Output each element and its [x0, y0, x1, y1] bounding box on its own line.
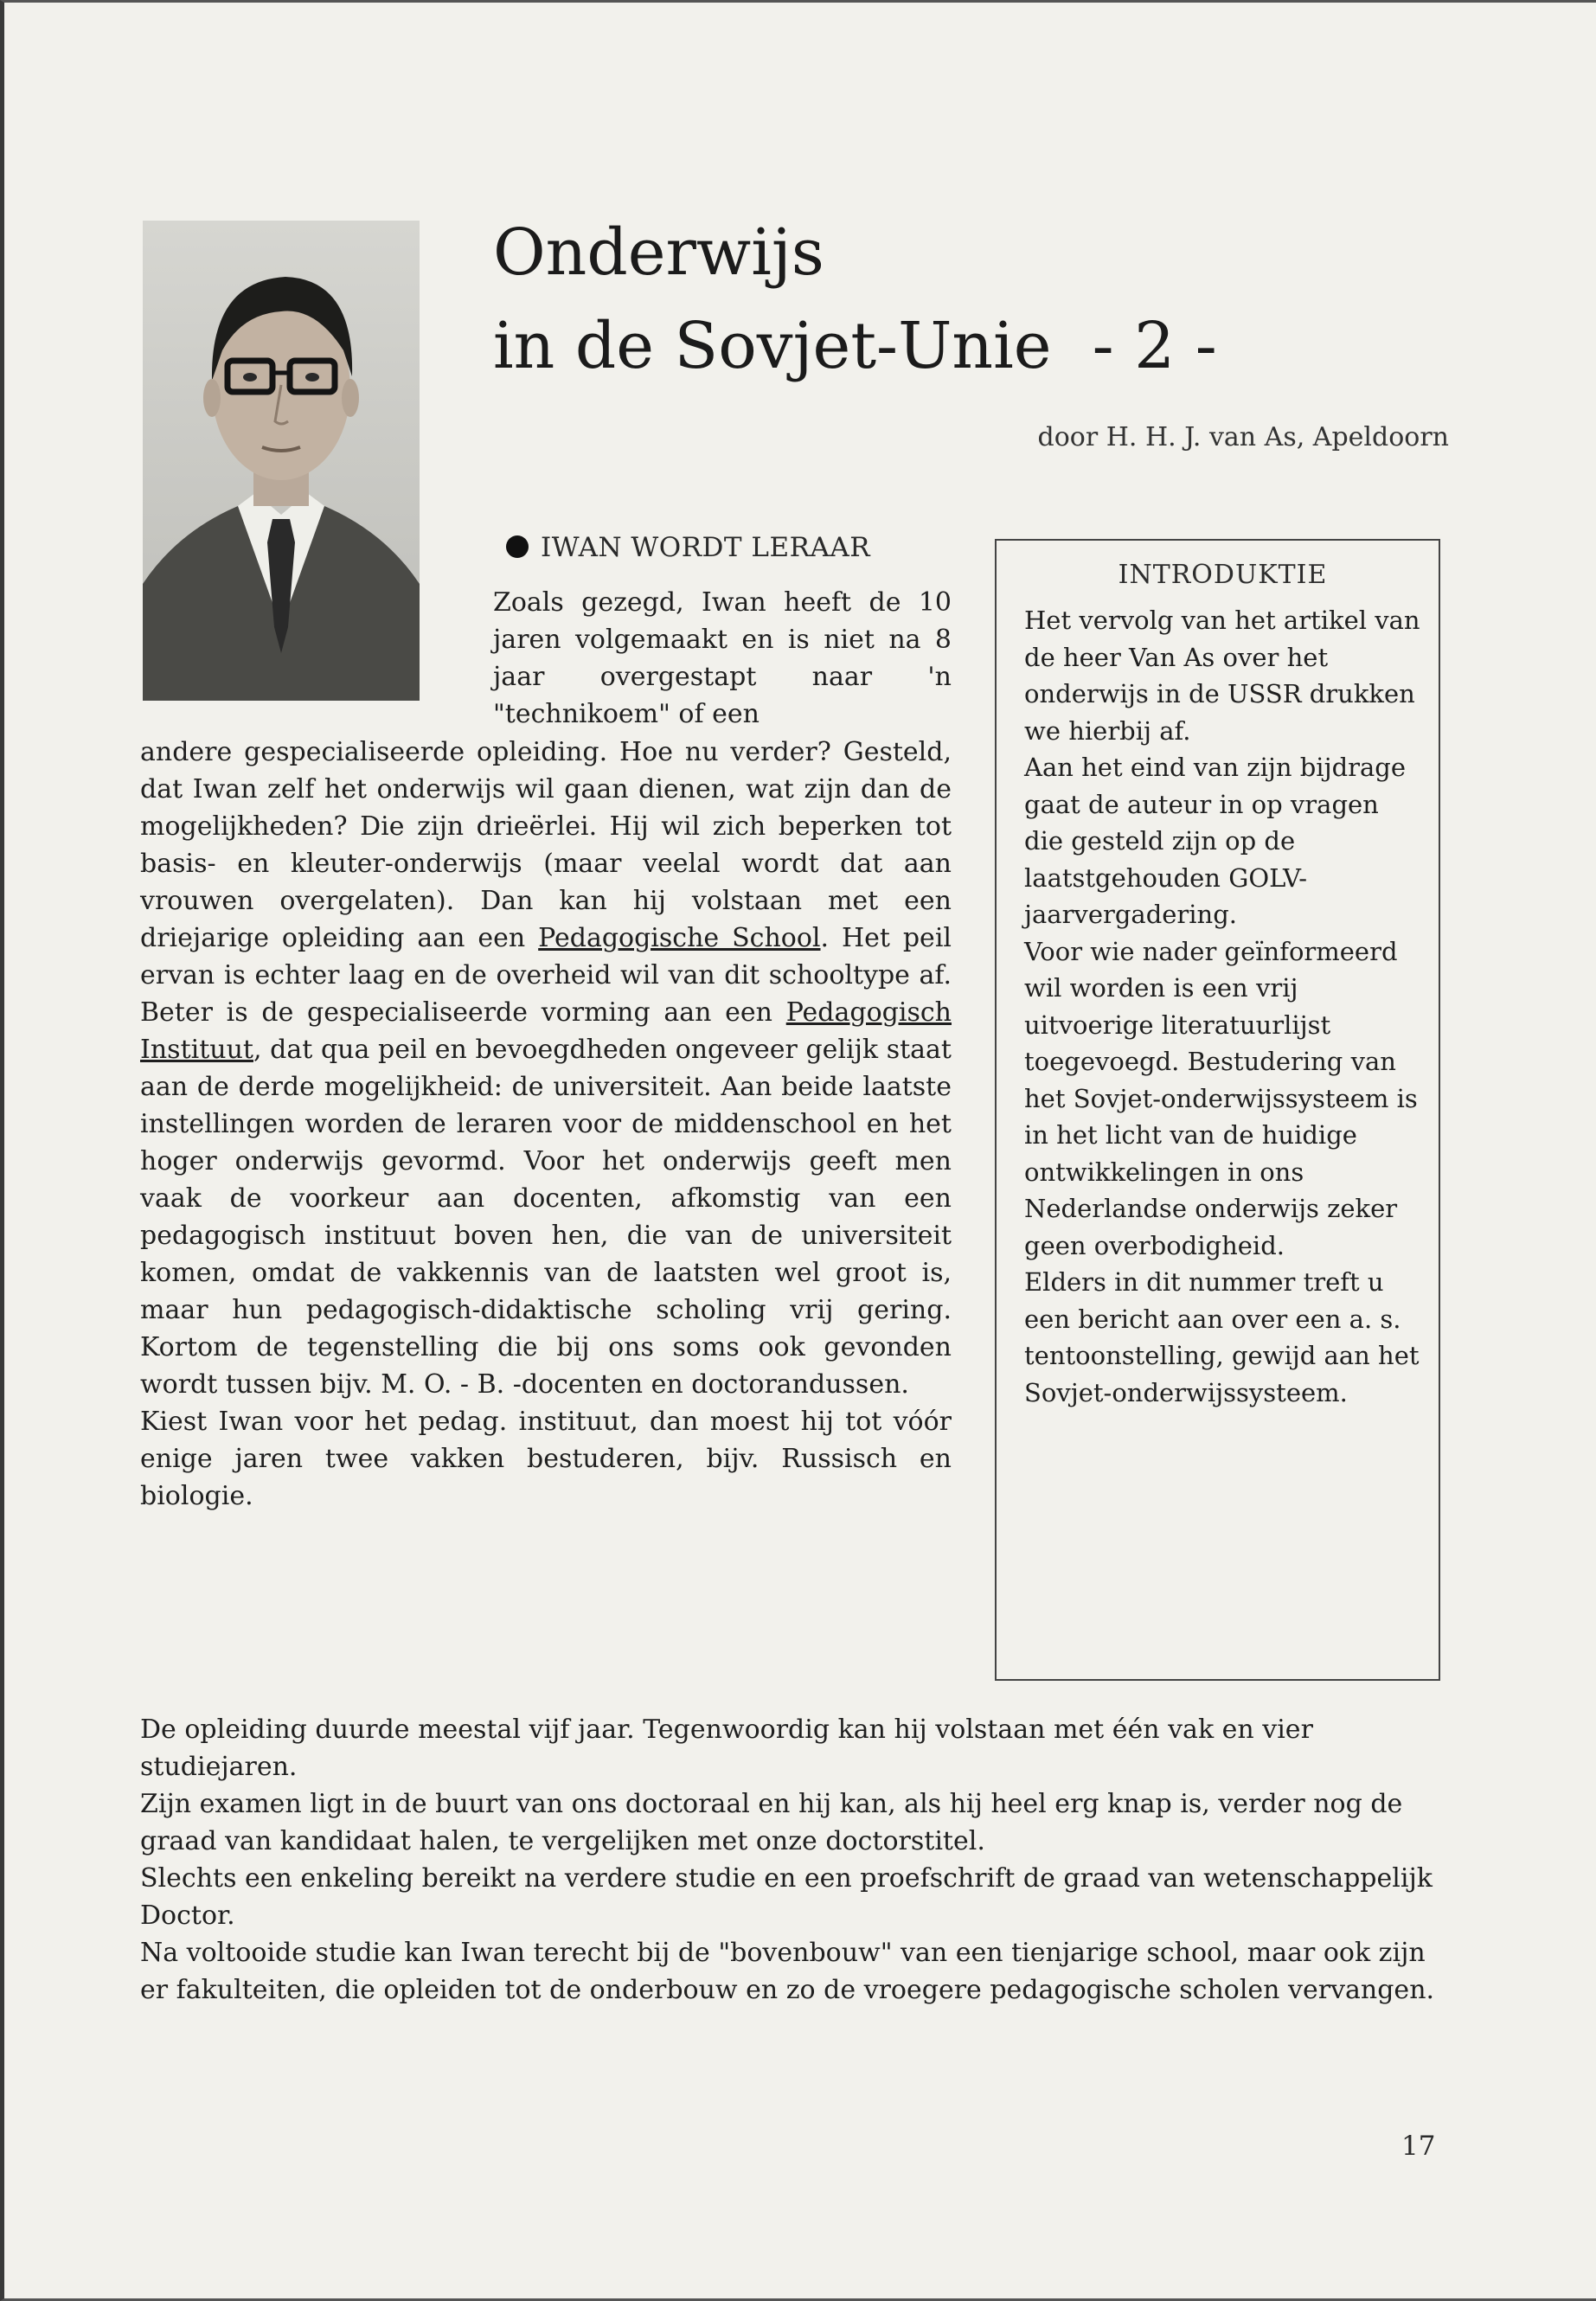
page-number: 17 [1401, 2131, 1436, 2162]
paragraph: Na voltooide studie kan Iwan terecht bij de "bovenbouw" van een tienjarige school, maar ook zijn er fakulteiten, die opleiden tot de onderbouw en zo de vroegere pedagogische scholen vervangen. [140, 1938, 1435, 2005]
section-heading-text: IWAN WORDT LERAAR [541, 532, 871, 563]
paragraph-text: andere gespecialiseerde opleiding. Hoe nu verder? Gesteld, dat Iwan zelf het onderwijs wil gaan dienen, wat zijn dan de mogelijkheden? Die zijn drieërlei. Hij wil zich beperken tot basis- en kleuter-onderwijs (maar veelal wordt dat aan vrouwen overgelaten). Dan kan hij volstaan met een driejarige opleiding aan een [140, 737, 952, 953]
paragraph-text: Kiest Iwan voor het pedag. instituut, dan moest hij tot vóór enige jaren twee vakken bestuderen, bijv. Russisch en biologie. [140, 1407, 952, 1511]
intro-paragraph: Voor wie nader geïnformeerd wil worden is een vrij uitvoerige literatuurlijst toegevoegd. Bestudering van het Sovjet-onderwijssysteem is in het licht van de huidige ontwikkelingen in ons Nederlandse onderwijs zeker geen overbodigheid. [1024, 936, 1418, 1260]
intro-paragraph: Elders in dit nummer treft u een bericht aan over een a. s. tentoonstelling, gewijd aan het Sovjet-onderwijssysteem. [1024, 1267, 1420, 1407]
introduction-sidebar [995, 539, 1440, 1681]
underlined-term: Pedagogische School [538, 923, 821, 953]
introduction-title: INTRODUKTIE [1118, 560, 1328, 590]
paragraph: Zijn examen ligt in de buurt van ons doctoraal en hij kan, als hij heel erg knap is, verder nog de graad van kandidaat halen, te vergelijken met onze doctorstitel. [140, 1789, 1403, 1856]
title-line-2: in de Sovjet-Unie - 2 - [493, 309, 1217, 383]
introduction-text [1024, 602, 1421, 1411]
underlined-term: Pedagogisch Instituut [140, 997, 952, 1065]
paragraph-main [140, 734, 952, 1515]
paragraph-intro-wrap: Zoals gezegd, Iwan heeft de 10 jaren volgemaakt en is niet na 8 jaar overgestapt naar 'n "technikoem" of een [493, 587, 952, 729]
intro-paragraph: Het vervolg van het artikel van de heer Van As over het onderwijs in de USSR drukken we hierbij af. [1024, 606, 1420, 746]
section-heading [506, 532, 870, 563]
author-byline: door H. H. J. van As, Apeldoorn [1037, 422, 1449, 452]
paragraph-text: . Het peil ervan is echter laag en de overheid wil van dit schooltype af. Beter is de gespecialiseerde vorming aan een [140, 923, 952, 1028]
paragraph: De opleiding duurde meestal vijf jaar. Tegenwoordig kan hij volstaan met één vak en vier studiejaren. [140, 1715, 1313, 1782]
paragraph-text: , dat qua peil en bevoegdheden ongeveer gelijk staat aan de derde mogelijkheid: de universiteit. Aan beide laatste instellingen worden de leraren voor de middenschool en het hoger onderwijs gevormd. Voor het onderwijs geeft men vaak de voorkeur aan docenten, afkomstig van een pedagogisch instituut boven hen, die van de universiteit komen, omdat de vakkennis van de laatsten wel groot is, maar hun pedagogisch-didaktische scholing vrij gering. Kortom de tegenstelling die bij ons soms ook gevonden wordt tussen bijv. M. O. - B. -docenten en doctorandussen. [140, 1035, 952, 1400]
full-width-paragraphs [140, 1711, 1451, 2009]
intro-paragraph: Aan het eind van zijn bijdrage gaat de auteur in op vragen die gesteld zijn op de laatstgehouden GOLV-jaarvergadering. [1024, 753, 1407, 929]
article-title [493, 206, 1217, 393]
title-line-1: Onderwijs [493, 215, 824, 290]
author-portrait-icon [143, 221, 420, 701]
paragraph: Slechts een enkeling bereikt na verdere studie en een proefschrift de graad van wetenschappelijk Doctor. [140, 1863, 1433, 1931]
bullet-icon [506, 535, 529, 558]
author-portrait-photo [143, 221, 420, 701]
